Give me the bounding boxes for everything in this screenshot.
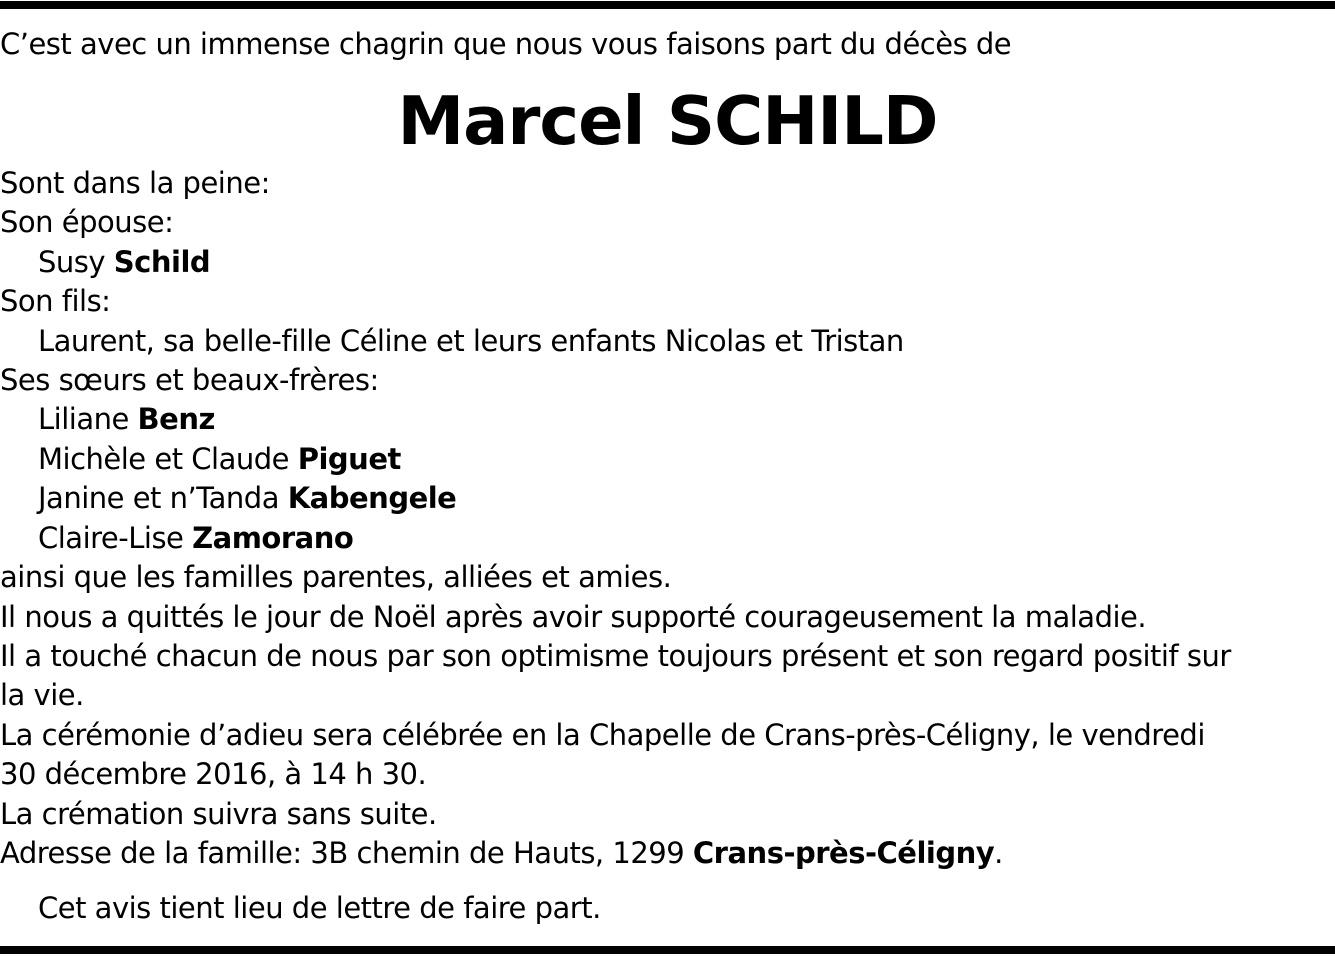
top-rule: [0, 1, 1335, 9]
siblings-heading: Ses sœurs et beaux-frères:: [0, 363, 379, 397]
spouse-heading: Son épouse:: [0, 205, 174, 239]
son-entry: Laurent, sa belle-fille Céline et leurs enfants Nicolas et Tristan: [38, 324, 904, 358]
tribute-line-continued: la vie.: [0, 678, 84, 712]
sibling-last-name: Piguet: [297, 442, 401, 476]
cremation-line: La crémation suivra sans suite.: [0, 797, 437, 831]
ceremony-date-line: 30 décembre 2016, à 14 h 30.: [0, 757, 427, 791]
sibling-entry: [38, 399, 215, 439]
address-period: .: [994, 836, 1003, 870]
spouse-first-name: Susy: [38, 245, 114, 279]
spouse-last-name: Schild: [113, 245, 211, 279]
sibling-first-names: Claire-Lise: [38, 521, 193, 555]
sibling-first-names: Janine et n’Tanda: [38, 481, 288, 515]
sibling-last-name: Benz: [137, 402, 215, 436]
ceremony-line: La cérémonie d’adieu sera célébrée en la Chapelle de Crans-près-Céligny, le vendredi: [0, 718, 1205, 752]
address-city: Crans-près-Céligny: [692, 836, 995, 870]
sibling-first-names: Michèle et Claude: [38, 442, 298, 476]
son-heading: Son fils:: [0, 284, 111, 318]
closing-note: Cet avis tient lieu de lettre de faire part.: [38, 891, 601, 925]
address-text: Adresse de la famille: 3B chemin de Hauts, 1299: [0, 836, 693, 870]
sibling-entry: [38, 518, 353, 558]
passing-line: Il nous a quittés le jour de Noël après avoir supporté courageusement la maladie.: [0, 600, 1147, 634]
intro-text: C’est avec un immense chagrin que nous vous faisons part du décès de: [0, 27, 1012, 61]
bottom-rule: [0, 946, 1335, 954]
sibling-last-name: Zamorano: [192, 521, 354, 555]
tribute-line: Il a touché chacun de nous par son optimisme toujours présent et son regard positif sur: [0, 639, 1231, 673]
sibling-last-name: Kabengele: [287, 481, 457, 515]
sibling-entry: [38, 439, 401, 479]
deceased-name: Marcel SCHILD: [397, 82, 938, 160]
mourners-heading: Sont dans la peine:: [0, 166, 270, 200]
families-line: ainsi que les familles parentes, alliées et amies.: [0, 560, 672, 594]
sibling-first-names: Liliane: [38, 402, 138, 436]
sibling-entry: [38, 478, 456, 518]
family-address: [0, 833, 1003, 873]
spouse-entry: [38, 242, 210, 282]
